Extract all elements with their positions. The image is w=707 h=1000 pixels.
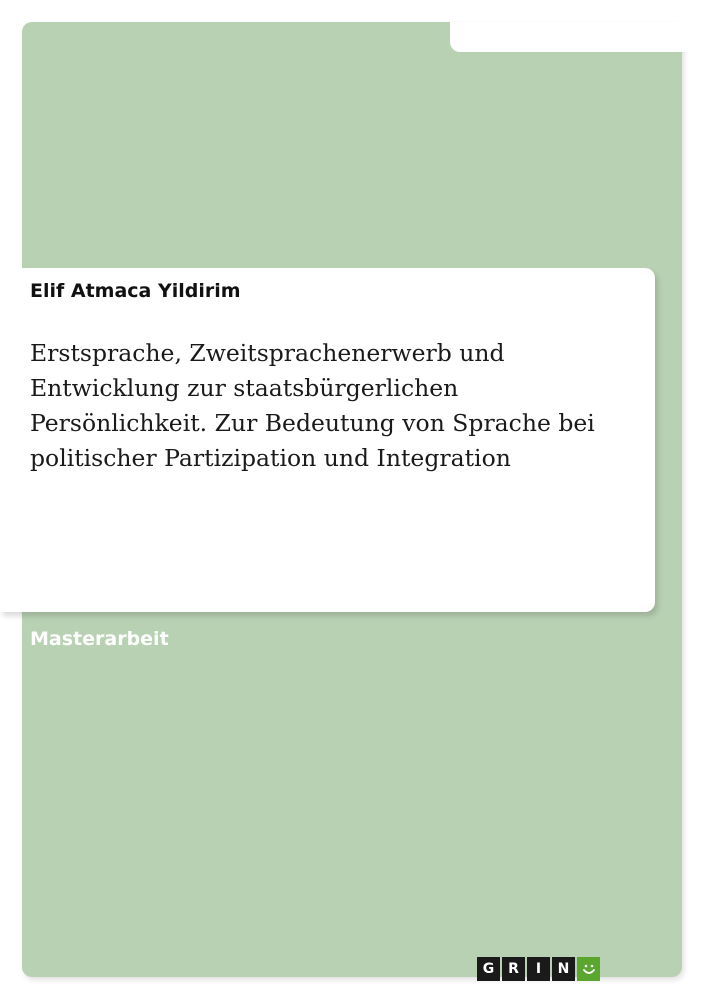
cover-tab-notch — [450, 22, 690, 52]
logo-letter-i: I — [527, 957, 550, 981]
book-title: Erstsprache, Zweitsprachenerwerb und Entwicklung zur staatsbürgerlichen Persönlichkeit. Zur Bedeutung von Sprache bei politischer Partizipation und Integration — [30, 339, 595, 472]
publisher-logo — [477, 957, 600, 981]
logo-letter-g: G — [477, 957, 500, 981]
logo-letter-r: R — [502, 957, 525, 981]
logo-letter-n: N — [552, 957, 575, 981]
author-name: Elif Atmaca Yildirim — [30, 280, 241, 302]
document-type: Masterarbeit — [30, 628, 169, 650]
smile-icon — [577, 957, 600, 981]
